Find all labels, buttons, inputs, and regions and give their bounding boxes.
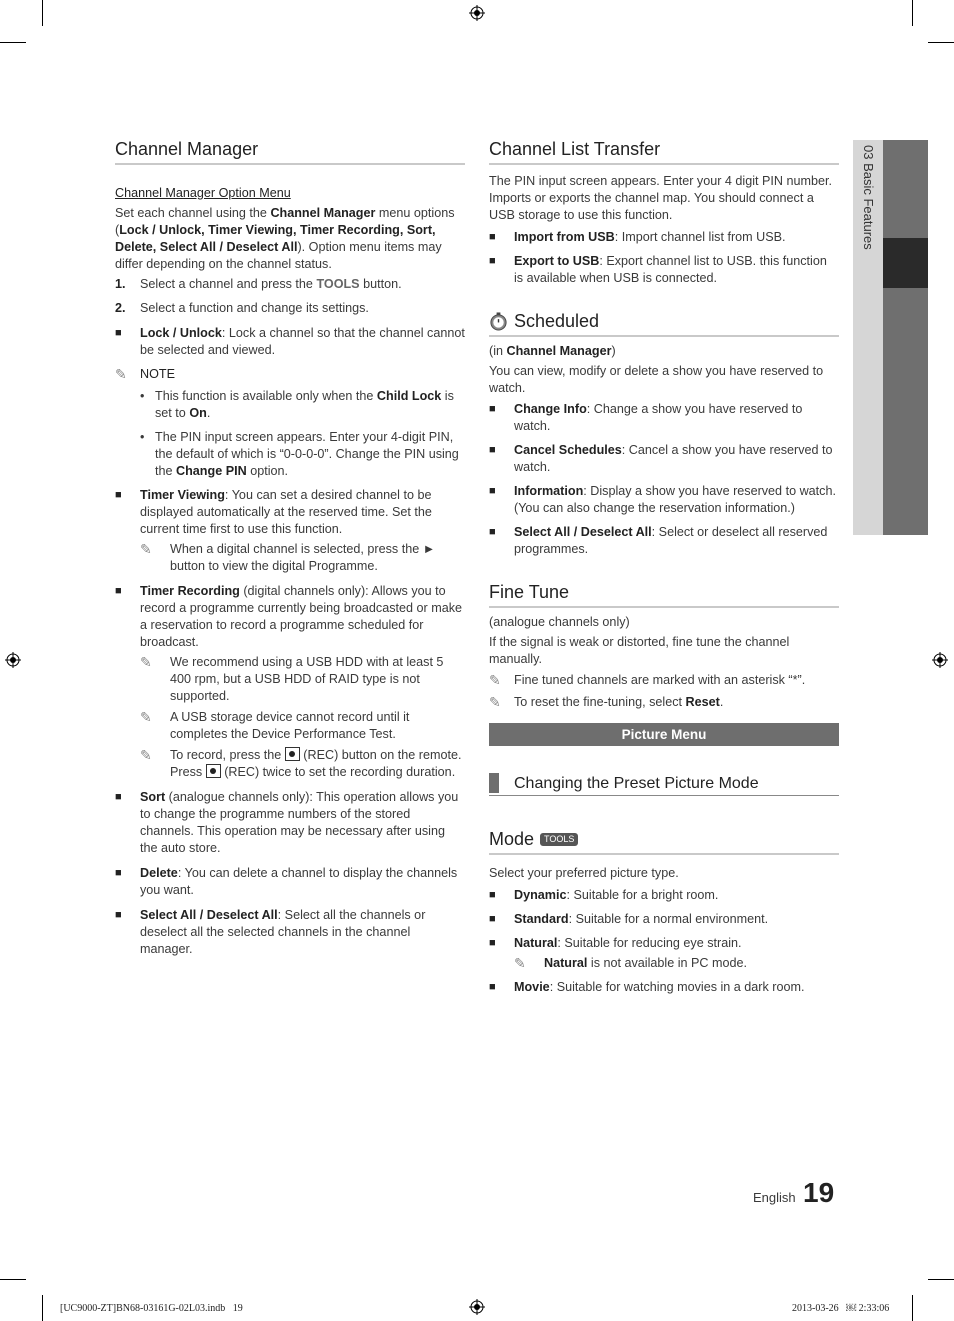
subsection-title: Channel Manager Option Menu (115, 186, 291, 200)
crop-mark (0, 1279, 26, 1280)
intro-paragraph: Set each channel using the Channel Manager menu options (Lock / Unlock, Timer Viewing, Timer Recording, Sort, Delete, Select All / Deselect All). Option menu items may differ depending on the channel status. (115, 206, 455, 271)
step-item: 2. Select a function and change its settings. (115, 301, 369, 315)
crop-mark (0, 42, 26, 43)
print-timestamp: 2013-03-26 ￼ 2:33:06 (792, 1303, 890, 1314)
footer-language: English (753, 1190, 796, 1205)
chapter-tab-label: 03 Basic Features (861, 145, 876, 250)
bullet-item: ■ Select All / Deselect All: Select all the channels or deselect all the selected channels in the channel manager. (115, 908, 426, 956)
step-item: 1. Select a channel and press the TOOLS button. (115, 277, 402, 291)
pencil-icon: ✎ (489, 672, 501, 688)
pencil-icon: ✎ (489, 694, 501, 710)
bullet-item: ■ Standard: Suitable for a normal environment. (489, 912, 769, 926)
registration-mark-icon (932, 652, 948, 668)
chapter-tab-marker (883, 238, 928, 288)
pencil-icon: ✎ (140, 747, 152, 763)
bullet-item: ■ Change Info: Change a show you have reserved to watch. (489, 402, 803, 433)
note-item: ✎ A USB storage device cannot record until it completes the Device Performance Test. (140, 709, 410, 741)
intro-paragraph: If the signal is weak or distorted, fine tune the channel manually. (489, 635, 790, 666)
bullet-item: ■ Delete: You can delete a channel to display the channels you want. (115, 866, 458, 897)
section-title: Channel Manager (115, 138, 465, 165)
crop-mark (912, 1295, 913, 1321)
bullet-item: ■ Export to USB: Export channel list to USB. this function is available when USB is connected. (489, 254, 827, 285)
bullet-item: ■ Cancel Schedules: Cancel a show you have reserved to watch. (489, 443, 833, 474)
bullet-item: ■ Select All / Deselect All: Select or deselect all reserved programmes. (489, 525, 828, 556)
record-button-icon (206, 764, 221, 778)
left-column (115, 138, 465, 965)
bullet-item: ■ Sort (analogue channels only): This operation allows you to change the programme numbers of the stored channels. This operation may be necessary after using the auto store. (115, 790, 459, 855)
pencil-icon: ✎ (140, 709, 152, 725)
record-button-icon (285, 747, 300, 761)
timer-icon (489, 312, 508, 331)
crop-mark (928, 42, 954, 43)
note-item: • The PIN input screen appears. Enter your 4-digit PIN, the default of which is “0-0-0-0”. Change the PIN using the Change PIN option. (140, 430, 459, 478)
bullet-item: ■ Movie: Suitable for watching movies in a dark room. (489, 980, 805, 994)
pencil-icon: ✎ (514, 955, 526, 971)
intro-paragraph: You can view, modify or delete a show you have reserved to watch. (489, 364, 824, 395)
bullet-item: ■ Timer Recording (digital channels only): Allows you to record a programme currently being broadcasted or make a reservation to record a programme scheduled for broadcast. (115, 584, 462, 649)
bullet-item: ■ Information: Display a show you have reserved to watch. (You can also change the reservation information.) (489, 484, 836, 515)
chapter-tab-dark (883, 140, 928, 535)
bullet-item: ■ Import from USB: Import channel list from USB. (489, 230, 786, 244)
intro-paragraph: Select your preferred picture type. (489, 866, 679, 880)
crop-mark (928, 1279, 954, 1280)
note-item: ✎ When a digital channel is selected, press the ► button to view the digital Programme. (140, 541, 436, 573)
intro-paragraph: The PIN input screen appears. Enter your 4 digit PIN number. Imports or exports the channel map. You should connect a USB storage to use this function. (489, 174, 833, 222)
crop-mark (42, 0, 43, 26)
note-item: ✎ Fine tuned channels are marked with an asterisk “*”. (489, 672, 806, 688)
pencil-icon: ✎ (140, 541, 152, 557)
registration-mark-icon (5, 652, 21, 668)
context-note: (in Channel Manager) (489, 344, 616, 358)
menu-banner: Picture Menu (489, 723, 839, 746)
bullet-item: ■ Natural: Suitable for reducing eye strain. (489, 936, 742, 950)
note-item: ✎ We recommend using a USB HDD with at least 5 400 rpm, but a USB HDD of RAID type is not supported. (140, 654, 444, 703)
note-item: • This function is available only when the Child Lock is set to On. (140, 389, 454, 420)
pencil-icon: ✎ (115, 366, 127, 382)
note-item: ✎ Natural is not available in PC mode. (514, 955, 747, 971)
page-number: 19 (803, 1177, 835, 1208)
section-title: Fine Tune (489, 581, 839, 608)
crop-mark (912, 0, 913, 26)
bullet-item: ■ Timer Viewing: You can set a desired channel to be displayed automatically at the reserved time. Set the current time first to use this function. (115, 488, 432, 536)
crop-mark (42, 1295, 43, 1321)
context-note: (analogue channels only) (489, 615, 630, 629)
section-title: Channel List Transfer (489, 138, 839, 165)
registration-mark-icon (469, 5, 485, 21)
right-column (489, 138, 839, 1003)
section-title: Mode TOOLS (489, 828, 839, 855)
note-item: ✎ To reset the fine-tuning, select Reset. (489, 694, 724, 710)
note-heading: ✎ NOTE (115, 366, 175, 382)
registration-mark-icon (469, 1299, 485, 1315)
pencil-icon: ✎ (140, 654, 152, 670)
bullet-item: ■ Lock / Unlock: Lock a channel so that the channel cannot be selected and viewed. (115, 326, 465, 357)
print-filename: [UC9000-ZT]BN68-03161G-02L03.indb 19 (60, 1303, 243, 1314)
subsection-heading: Changing the Preset Picture Mode (489, 773, 839, 796)
tools-badge-icon: TOOLS (540, 833, 578, 846)
note-item: ✎ To record, press the (REC) button on the remote. Press (REC) twice to set the recording duration. (140, 747, 462, 779)
bullet-item: ■ Dynamic: Suitable for a bright room. (489, 888, 719, 902)
section-title: Scheduled (489, 310, 839, 337)
